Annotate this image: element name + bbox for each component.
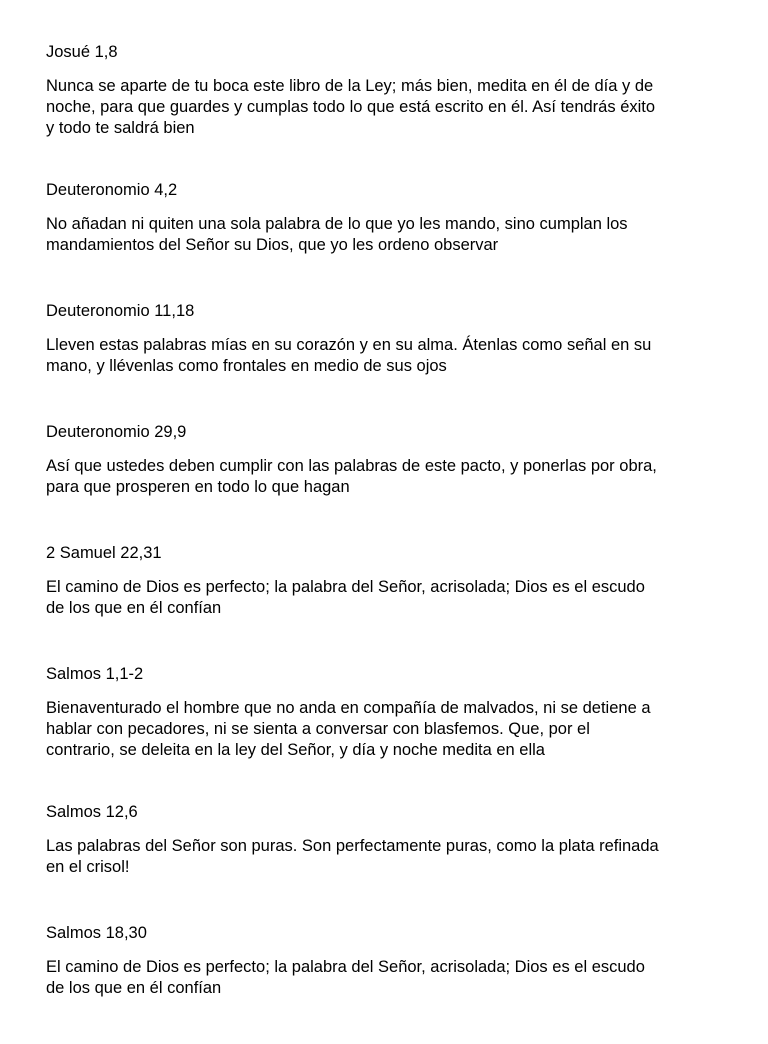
verse-line: Bienaventurado el hombre que no anda en compañía de malvados, ni se detiene a — [46, 699, 651, 717]
verse-text — [46, 456, 726, 498]
verse-text — [46, 957, 726, 999]
verse-entry — [46, 422, 726, 498]
verse-line: Nunca se aparte de tu boca este libro de la Ley; más bien, medita en él de día y de — [46, 77, 654, 95]
verse-line: Lleven estas palabras mías en su corazón y en su alma. Átenlas como señal en su — [46, 336, 652, 354]
verse-line: Las palabras del Señor son puras. Son perfectamente puras, como la plata refinada — [46, 837, 659, 855]
verse-entry — [46, 664, 726, 761]
verse-text — [46, 76, 726, 139]
verse-line: contrario, se deleita en la ley del Señor, y día y noche medita en ella — [46, 741, 545, 759]
verse-reference: Salmos 12,6 — [46, 803, 138, 821]
verse-entry — [46, 923, 726, 999]
verse-line: El camino de Dios es perfecto; la palabra del Señor, acrisolada; Dios es el escudo — [46, 958, 645, 976]
verse-text — [46, 335, 726, 377]
verse-line: en el crisol! — [46, 858, 130, 876]
verse-entry — [46, 42, 726, 139]
verse-reference: Salmos 18,30 — [46, 924, 147, 942]
verse-reference: Salmos 1,1-2 — [46, 665, 144, 683]
verse-line: mano, y llévenlas como frontales en medio de sus ojos — [46, 357, 447, 375]
verse-entry — [46, 180, 726, 256]
verse-reference: Josué 1,8 — [46, 43, 118, 61]
verse-line: de los que en él confían — [46, 599, 222, 617]
document-page — [46, 42, 726, 1044]
verse-line: de los que en él confían — [46, 979, 222, 997]
verse-line: El camino de Dios es perfecto; la palabra del Señor, acrisolada; Dios es el escudo — [46, 578, 645, 596]
verse-text — [46, 836, 726, 878]
verse-line: noche, para que guardes y cumplas todo lo que está escrito en él. Así tendrás éxito — [46, 98, 656, 116]
verse-reference: Deuteronomio 11,18 — [46, 302, 195, 320]
verse-line: No añadan ni quiten una sola palabra de lo que yo les mando, sino cumplan los — [46, 215, 628, 233]
verse-line: Así que ustedes deben cumplir con las palabras de este pacto, y ponerlas por obra, — [46, 457, 657, 475]
verse-reference: 2 Samuel 22,31 — [46, 544, 162, 562]
verse-line: mandamientos del Señor su Dios, que yo les ordeno observar — [46, 236, 499, 254]
verse-line: para que prosperen en todo lo que hagan — [46, 478, 350, 496]
verse-line: y todo te saldrá bien — [46, 119, 195, 137]
verse-text — [46, 698, 726, 761]
verse-entry — [46, 802, 726, 878]
verse-line: hablar con pecadores, ni se sienta a conversar con blasfemos. Que, por el — [46, 720, 590, 738]
verse-text — [46, 577, 726, 619]
verse-reference: Deuteronomio 29,9 — [46, 423, 187, 441]
verse-text — [46, 214, 726, 256]
verse-entry — [46, 301, 726, 377]
verse-entry — [46, 543, 726, 619]
verse-reference: Deuteronomio 4,2 — [46, 181, 178, 199]
